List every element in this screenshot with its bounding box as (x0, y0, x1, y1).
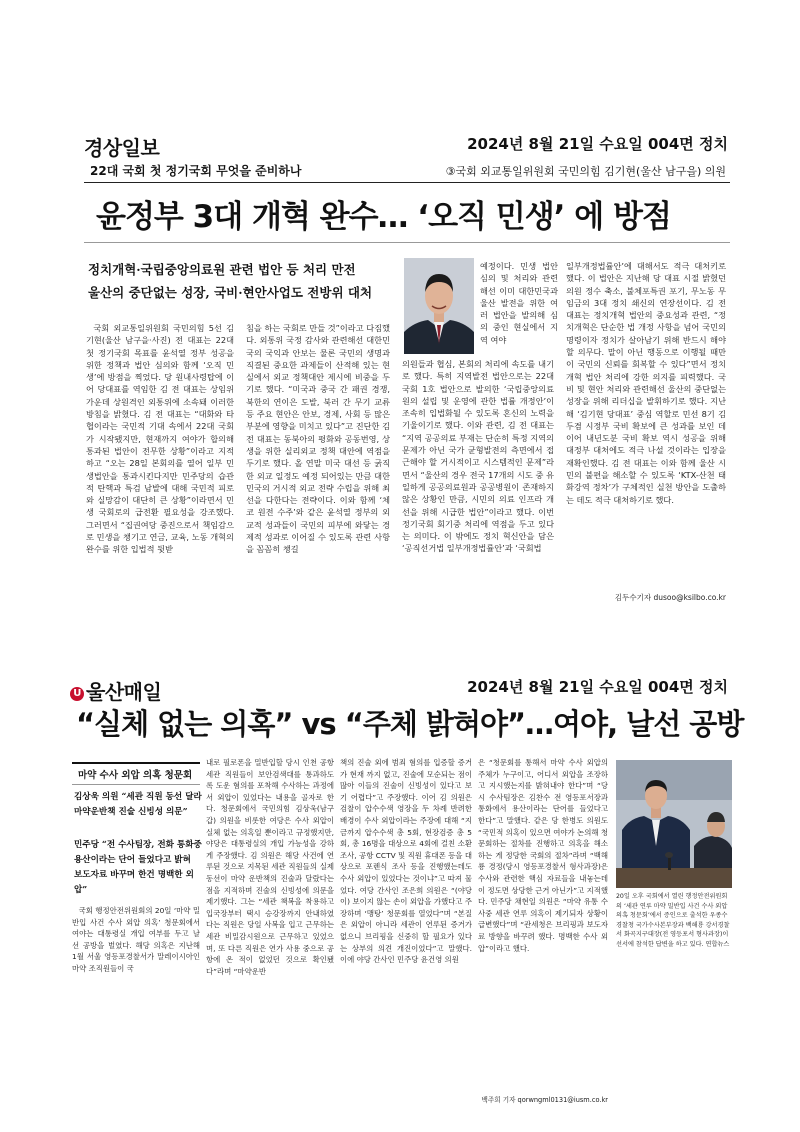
news-photo (616, 760, 732, 888)
column-text: 국회 행정안전위원회의 20일 ‘마약 밀반입 사건 수사 외압 의혹’ 청문회에서 여야는 대통령실 개입 여부를 두고 날 선 공방을 벌였다. 해당 의혹은 지난해 1월 서울 영등포경찰서가 말레이시아인 마약 조직원들이 국 (72, 906, 200, 973)
article-dateline: 2024년 8월 21일 수요일 004면 정치 (467, 135, 728, 153)
article-column (402, 358, 554, 604)
article-column (206, 757, 334, 1097)
series-title: 22대 국회 첫 정기국회 무엇을 준비하나 (90, 164, 302, 178)
article-column (72, 905, 200, 985)
article-subhead: 울산의 중단없는 성장, 국비·현안사업도 전방위 대처 (88, 285, 373, 300)
hearing-photo-illustration (616, 760, 732, 888)
photo-caption: 20일 오후 국회에서 열린 행정안전위원회의 ‘세관 연루 마약 밀반입 사건 수사 외압 의혹 청문회’에서 증인으로 출석한 우종수 경찰청 국가수사본부장과 백해룡 강서경찰서 화곡지구대장(전 영등포서 형사과장)이 선서에 참석한 답변을 하고 있다. 연합뉴스 (616, 893, 730, 948)
article-column (566, 260, 726, 590)
column-text: 내로 필로폰을 밀반입할 당시 인천 공항 세관 직원들이 보안검색대를 통과하도록 도운 혐의를 포착해 수사하는 과정에서 외압이 있었다는 내용을 골자로 한다. 청문회에서 국민의힘 김상욱(남구갑) 의원을 비롯한 여당은 수사 외압이 실체 없는 의혹일 뿐이라고 규정했지만, 야당은 대통령실의 개입 가능성을 강하게 주장했다. 김 의원은 해당 사건에 연루된 것으로 지목된 세관 직원들의 실제 동선이 마약 운반책의 진술과 달랐다는 점을 지적하며 진술의 신빙성에 의문을 제기했다. 그는 “세관 책복을 착용하고 입국장부터 택시 승강장까지 안내하였다는 직원은 당일 사복을 입고 근무하는 세관 비밀감시원으로 근무하고 있었으며, 또 다른 직원은 연가 사용 중으로 공항에 온 적이 없었던 것으로 확인됐다”라며 “마약운반 (206, 758, 334, 976)
divider (84, 182, 730, 183)
article-subhead: 민주당 “전 수사팀장, 전화 통화중 용산이라는 단어 들었다고 밝혀 보도자료 바꾸며 한건 명백한 외압” (74, 840, 202, 895)
column-text: 일부개정법률안’에 대해서도 적극 대처키로 했다. 이 법안은 지난해 당 대표 시절 밝혔던 의원 정수 축소, 불체포특권 포기, 무노동 무임금의 3대 정치 쇄신의 연장선이다. 김 전 대표는 정치개혁 법안의 중요성과 관련, “정치개혁은 단순한 법 개정 사항을 넘어 국민의 명령이자 정치가 살아남기 위해 반드시 해야 할 의무다. 말이 아닌 행동으로 이행될 때만이 국민의 신뢰를 회복할 수 있다”면서 정치개혁 법안 처리에 강한 의지를 피력했다. 국비 및 현안 처리와 관련해선 울산의 중단없는 성장을 위해 리더십을 발휘하기로 했다. 지난해 ‘김기현 당대표’ 중심 역할로 민선 8기 김두겸 시정부 국비 확보에 큰 성과를 보인 데 이어 내년도분 국비 확보 역시 성공을 위해 대정부 대처에도 적극 나설 것이라는 입장을 재확인했다. 김 전 대표는 이와 함께 울산 시민의 불편을 해소할 수 있도록 ‘KTX-산천 태화강역 정차’가 구체적인 실천 방안을 도출하는 데도 적극 대처하기로 했다. (566, 261, 726, 505)
article-column (246, 322, 390, 604)
section-label: 마약 수사 외압 의혹 청문회 (72, 762, 200, 785)
series-byline: ③국회 외교통일위원회 국민의힘 김기현(울산 남구을) 의원 (445, 165, 726, 178)
article-column (340, 757, 472, 1097)
column-text: 예정이다. 민생 법안 심의 및 처리와 관련해선 이미 대한민국과 울산 발전을 위한 여러 법안을 발의해 심의 중인 현실에서 지역 여야 (480, 261, 558, 345)
reporter-line: 백주희 기자 qorwngml0131@iusm.co.kr (481, 1096, 608, 1104)
masthead-text: 울산매일 (86, 680, 162, 704)
article-column (478, 757, 608, 1092)
column-text: 의원들과 협심, 본회의 처리에 속도를 내기로 했다. 특히 지역발전 법안으로는 22대 국회 1호 법안으로 발의한 ‘국립중앙의료원의 설립 및 운영에 관한 법률 개정안’이 조속히 입법화될 수 있도록 혼신의 노력을 기울이기로 했다. 이와 관련, 김 전 대표는 “지역 공공의료 부재는 단순히 특정 지역의 문제가 아닌 국가 균형발전의 측면에서 접근해야 할 거시적이고 시스템적인 문제”라면서 “울산의 경우 전국 17개의 시도 중 유일하게 공공의료원과 공공병원이 존재하지 않은 상황인 만큼, 시민의 의료 인프라 개선을 위해 시급한 법안”이라고 했다. 이번 정기국회 회기중 처리에 역점을 두고 있다는 의미다. 이 밖에도 정치 혁신안을 담은 ‘공직선거법 일부개정법률안’과 ‘국회법 (402, 359, 554, 554)
newspaper-masthead (70, 676, 161, 705)
article-column (86, 322, 234, 604)
article-dateline: 2024년 8월 21일 수요일 004면 정치 (467, 678, 728, 696)
portrait-photo (404, 258, 474, 354)
author-line: 김두수기자 dusoo@ksilbo.co.kr (614, 593, 726, 602)
divider (84, 242, 730, 243)
article-subhead: 정치개혁·국립중앙의료원 관련 법안 등 처리 만전 (88, 262, 356, 277)
column-text: 책의 진술 외에 범죄 혐의를 입증할 증거가 현재 까지 없고, 진술에 모순되는 점이 많아 이들의 진술이 신빙성이 있다고 보기 어렵다”고 주장했다. 이어 김 의원은 검찰이 압수수색 영장을 두 차례 반려한 배경이 수사 외압이라는 주장에 대해 “지금까지 압수수색 총 5회, 현장검증 총 5회, 총 16명을 대상으로 4회에 걸친 소환조사, 공항 CCTV 및 직원 휴대폰 등을 대상으로 포렌식 조사 등을 진행했는데도 수사 외압이 있었다는 것이냐”고 따져 물었다. 여당 간사인 조은희 의원은 “(야당이) 보이지 않는 손이 외압을 가했다고 주장하며 ‘맹탕’ 청문회를 열었다”며 “본질은 외압이 아니라 세관이 연루된 증거가 없으니 브리핑을 신중히 할 필요가 있다는 상부의 의견 개진이었다”고 말했다. 이에 야당 간사인 민주당 윤건영 의원 (340, 758, 472, 965)
column-text: 국회 외교통일위원회 국민의힘 5선 김기현(울산 남구을·사진) 전 대표는 22대 첫 정기국회 목표를 윤석열 정부 성공을 위한 정책과 법안 심의와 함께 ‘오직 민생’에 방점을 찍었다. 당 원내사령탑에 이어 당대표를 역임한 김 전 대표는 상임위 가운데 상원격인 외통위에 소속돼 이러한 방침을 밝혔다. 김 전 대표는 “대화와 타협이라는 국민적 기대 속에서 22대 국회가 시작됐지만, 현재까지 여야가 합의해 통과된 법안이 전무한 상황”이라고 지적하고 “오는 28일 본회의를 열어 일부 민생법안을 통과시킨다지만 민주당의 습관적 탄핵과 특검 남발에 대해 국민적 피로와 실망감이 대단히 큰 상황”이라면서 민생 국회로의 급전환 필요성을 강조했다. 그러면서 “집권여당 중진으로서 책임감으로 민생을 챙기고 연금, 교육, 노동 개혁의 완수를 위한 입법적 뒷받 (86, 323, 234, 555)
article-headline: “실체 없는 의혹” vs “주체 밝혀야”…여야, 날선 공방 (76, 707, 744, 741)
portrait-illustration (404, 258, 474, 354)
column-text: 침을 하는 국회로 만들 것”이라고 다짐했다. 외통위 국정 감사와 관련해선 대한민국의 국익과 안보는 물론 국민의 생명과 직결된 중요한 과제들이 산적해 있는 현실에서 외교 정책대안 제시에 비중을 두기로 했다. “미국과 중국 간 패권 경쟁, 북한의 연이은 도발, 북러 간 무기 교류 등 주요 현안은 안보, 경제, 사회 등 많은 부분에 영향을 미치고 있다”고 진단한 김 전 대표는 동북아의 평화와 공동번영, 상생을 위한 실리외교 정책 대안에 역점을 두기로 했다. 올 연말 미국 대선 등 굵직한 외교 일정도 예정 되어있는 만큼 대한민국의 거시적 외교 전략 수립을 위해 최선을 다한다는 전략이다. 이와 함께 ‘체코 원전 수주’와 같은 윤석열 정부의 외교적 성과들이 국민의 피부에 와닿는 경제적 성과로 이어질 수 있도록 관련 사항을 꼼꼼히 챙길 (246, 323, 390, 555)
column-text: 은 “청문회를 통해서 마약 수사 외압의 주체가 누구이고, 어디서 외압을 조장하고 지시했는지를 밝혀내야 한다”며 “당시 수사팀장은 김찬수 전 영등포서장과 통화에서 용산이라는 단어를 들었다고 한다”고 말했다. 같은 당 한병도 의원도 “국민적 의혹이 있으면 여야가 논의해 청문회하는 절차를 진행하고 의혹을 해소하는 게 정당한 국회의 절차”라며 “백해룡 경정(당시 영등포경찰서 형사과장)은 수사와 관련한 핵심 자료들을 내놓는데 이 정도면 상당한 근거 아닌가”고 지적했다. 민주당 채현일 의원은 “마약 유통 수사중 세관 연루 의혹이 제기되자 상황이 급변했다”며 “관세청은 브리핑과 보도자료 방향을 바꾸려 했다. 명백한 수사 외압”이라고 했다. (478, 758, 608, 953)
logo-icon: U (70, 687, 84, 701)
article-subhead: 김상욱 의원 “세관 직원 동선 달라 마약운반책 진술 신빙성 의문” (74, 792, 202, 817)
newspaper-masthead: 경상일보 (84, 136, 160, 160)
article-headline: 윤정부 3대 개혁 완수… ‘오직 민생’ 에 방점 (96, 199, 671, 235)
article-column (480, 260, 558, 356)
